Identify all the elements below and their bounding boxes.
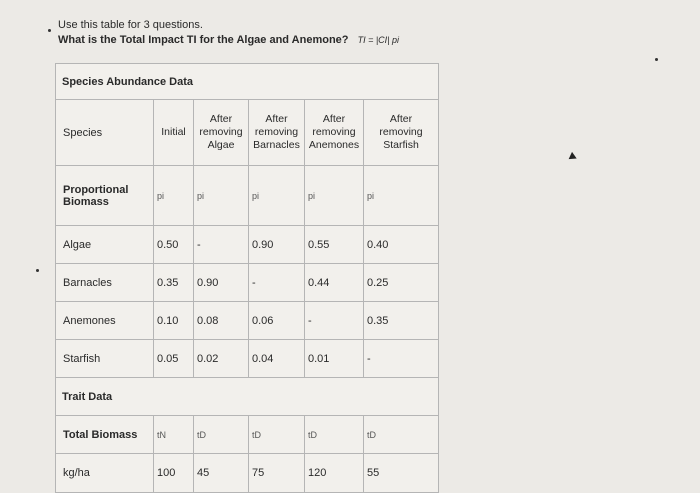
value-cell: 0.25: [364, 264, 439, 302]
table-row: [56, 302, 439, 340]
value-cell: 0.01: [305, 340, 364, 378]
value-cell: 0.08: [194, 302, 249, 340]
formula: TI = |CI| pi: [357, 35, 400, 45]
t-symbol: tN: [154, 416, 194, 454]
pi-symbol: pi: [305, 166, 364, 226]
total-biomass-label: Total Biomass: [56, 416, 154, 454]
question: [58, 33, 399, 48]
value-cell: 0.90: [194, 264, 249, 302]
kg-label: kg/ha: [56, 454, 154, 493]
section-trait: Trait Data: [56, 378, 439, 416]
table-row: [56, 264, 439, 302]
table-row: [56, 226, 439, 264]
question-text: What is the Total Impact TI for the Algae and Anemone?: [58, 34, 349, 46]
value-cell: 0.50: [154, 226, 194, 264]
pi-symbol: pi: [249, 166, 305, 226]
pi-symbol: pi: [154, 166, 194, 226]
value-cell: -: [364, 340, 439, 378]
t-symbol: tD: [305, 416, 364, 454]
header-species: Species: [56, 100, 154, 166]
pi-symbol: pi: [364, 166, 439, 226]
cursor-arrow-icon: [569, 152, 579, 162]
section-abundance: Species Abundance Data: [56, 64, 439, 100]
species-starfish: Starfish: [56, 340, 154, 378]
pi-symbol: pi: [194, 166, 249, 226]
header-after-barnacles: After removing Barnacles: [249, 100, 305, 166]
table-row: [56, 340, 439, 378]
value-cell: 0.35: [364, 302, 439, 340]
value-cell: 0.02: [194, 340, 249, 378]
t-symbol: tD: [364, 416, 439, 454]
value-cell: 45: [194, 454, 249, 493]
value-cell: 0.35: [154, 264, 194, 302]
value-cell: -: [305, 302, 364, 340]
t-symbol: tD: [249, 416, 305, 454]
header-after-starfish: After removing Starfish: [364, 100, 439, 166]
speck-dot: [655, 58, 658, 61]
proportional-biomass-label: Proportional Biomass: [56, 166, 154, 226]
value-cell: 0.40: [364, 226, 439, 264]
species-algae: Algae: [56, 226, 154, 264]
value-cell: 120: [305, 454, 364, 493]
value-cell: 0.10: [154, 302, 194, 340]
header-after-anemones: After removing Anemones: [305, 100, 364, 166]
value-cell: 0.44: [305, 264, 364, 302]
value-cell: 55: [364, 454, 439, 493]
value-cell: -: [194, 226, 249, 264]
species-barnacles: Barnacles: [56, 264, 154, 302]
intro-line: Use this table for 3 questions.: [58, 19, 203, 31]
header-initial: Initial: [154, 100, 194, 166]
species-table: [55, 63, 439, 493]
value-cell: 0.06: [249, 302, 305, 340]
table-row: [56, 416, 439, 454]
species-anemones: Anemones: [56, 302, 154, 340]
value-cell: 0.04: [249, 340, 305, 378]
value-cell: 75: [249, 454, 305, 493]
speck-dot: [36, 269, 39, 272]
value-cell: 0.90: [249, 226, 305, 264]
value-cell: -: [249, 264, 305, 302]
value-cell: 0.05: [154, 340, 194, 378]
value-cell: 100: [154, 454, 194, 493]
t-symbol: tD: [194, 416, 249, 454]
header-after-algae: After removing Algae: [194, 100, 249, 166]
speck-dot: [48, 29, 51, 32]
value-cell: 0.55: [305, 226, 364, 264]
table-row: [56, 454, 439, 493]
intro: [58, 18, 399, 48]
